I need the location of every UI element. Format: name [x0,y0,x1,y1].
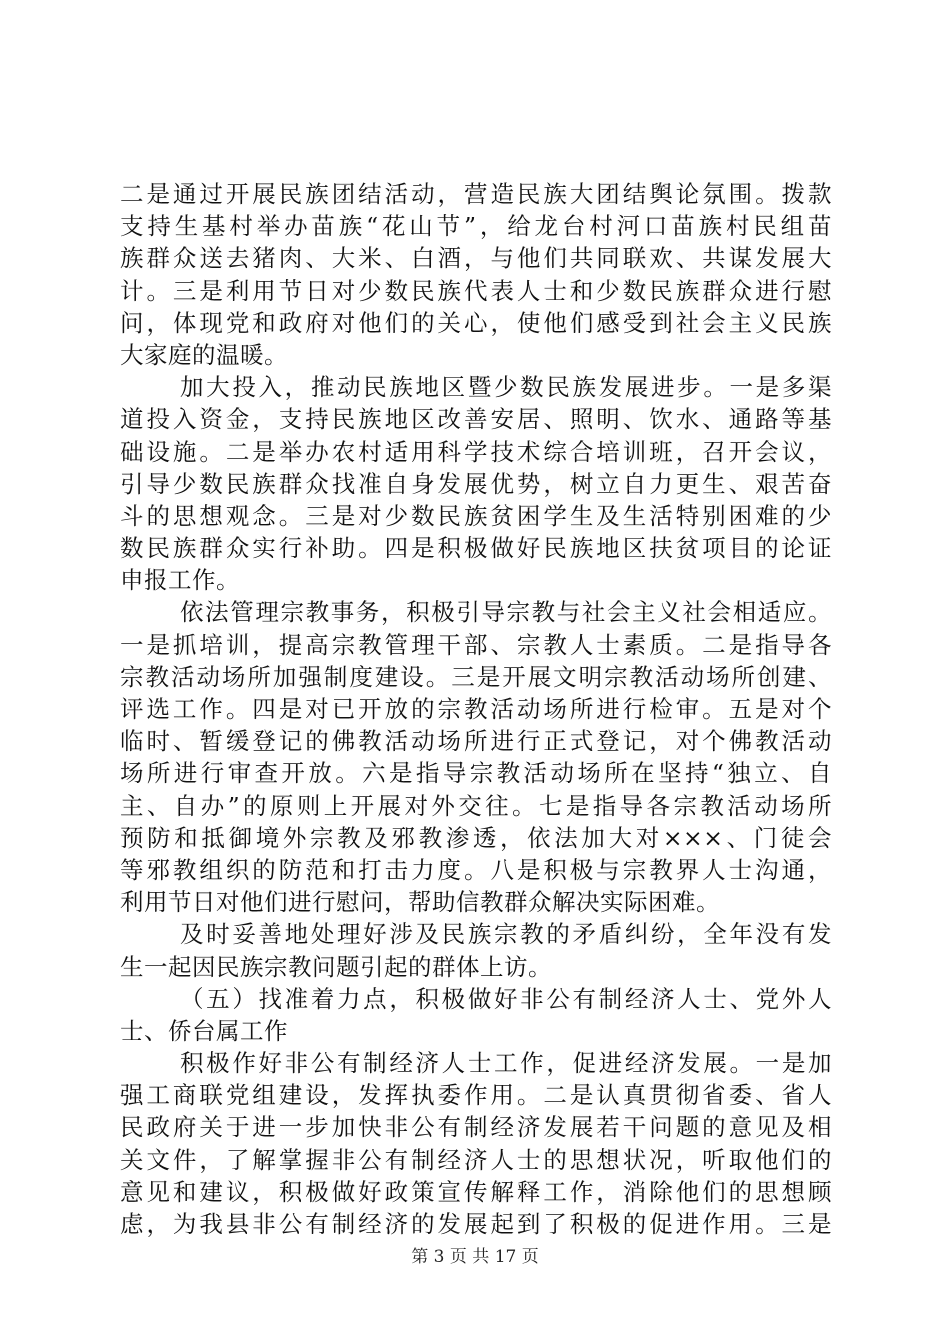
text-line: 道投入资金，支持民族地区改善安居、照明、饮水、通路等基 [120,405,832,434]
document-body [120,178,832,1240]
text-line: 评选工作。四是对已开放的宗教活动场所进行检审。五是对个 [120,695,832,723]
text-line: 主、自办”的原则上开展对外交往。七是指导各宗教活动场所 [120,791,832,820]
text-line: 依法管理宗教事务，积极引导宗教与社会主义社会相适应。 [180,598,832,627]
text-line: 问，体现党和政府对他们的关心，使他们感受到社会主义民族 [120,308,832,337]
text-line: 预防和抵御境外宗教及邪教渗透，依法加大对×××、门徒会 [120,823,832,852]
text-line: 临时、暂缓登记的佛教活动场所进行正式登记，对个佛教活动 [120,727,832,756]
text-line: 二是通过开展民族团结活动，营造民族大团结舆论氛围。拨款 [120,180,832,208]
text-line: 积极作好非公有制经济人士工作，促进经济发展。一是加 [180,1049,832,1078]
text-line: 场所进行审查开放。六是指导宗教活动场所在坚持“独立、自 [120,759,832,788]
text-line: 生一起因民族宗教问题引起的群体上访。 [120,952,552,981]
text-line: 士、侨台属工作 [120,1016,288,1045]
text-line: 引导少数民族群众找准自身发展优势，树立自力更生、艰苦奋 [120,469,832,498]
text-line: 数民族群众实行补助。四是积极做好民族地区扶贫项目的论证 [120,534,832,563]
text-line: 及时妥善地处理好涉及民族宗教的矛盾纠纷，全年没有发 [180,920,832,949]
text-line: 虑，为我县非公有制经济的发展起到了积极的促进作用。三是 [120,1210,832,1238]
text-line: 计。三是利用节日对少数民族代表人士和少数民族群众进行慰 [120,276,832,305]
text-line: 支持生基村举办苗族“花山节”，给龙台村河口苗族村民组苗 [120,212,832,241]
text-line: 利用节日对他们进行慰问，帮助信教群众解决实际困难。 [120,888,720,917]
text-line: 宗教活动场所加强制度建设。三是开展文明宗教活动场所创建、 [120,662,832,691]
text-line: 础设施。二是举办农村适用科学技术综合培训班，召开会议， [120,437,832,466]
text-line: 一是抓培训，提高宗教管理干部、宗教人士素质。二是指导各 [120,630,832,659]
text-line: （五）找准着力点，积极做好非公有制经济人士、党外人 [180,984,832,1013]
text-line: 申报工作。 [120,566,240,595]
text-line: 等邪教组织的防范和打击力度。八是积极与宗教界人士沟通， [120,855,832,884]
text-line: 大家庭的温暖。 [120,340,288,369]
text-line: 加大投入，推动民族地区暨少数民族发展进步。一是多渠 [180,373,832,402]
text-line: 民政府关于进一步加快非公有制经济发展若干问题的意见及相 [120,1113,832,1142]
text-line: 强工商联党组建设，发挥执委作用。二是认真贯彻省委、省人 [120,1081,832,1110]
text-line: 关文件，了解掌握非公有制经济人士的思想状况，听取他们的 [120,1145,832,1174]
page-footer: 第 3 页 共 17 页 [411,1247,539,1267]
text-line: 斗的思想观念。三是对少数民族贫困学生及生活特别困难的少 [120,501,832,530]
text-line: 族群众送去猪肉、大米、白酒，与他们共同联欢、共谋发展大 [120,244,832,273]
text-line: 意见和建议，积极做好政策宣传解释工作，消除他们的思想顾 [120,1177,832,1206]
